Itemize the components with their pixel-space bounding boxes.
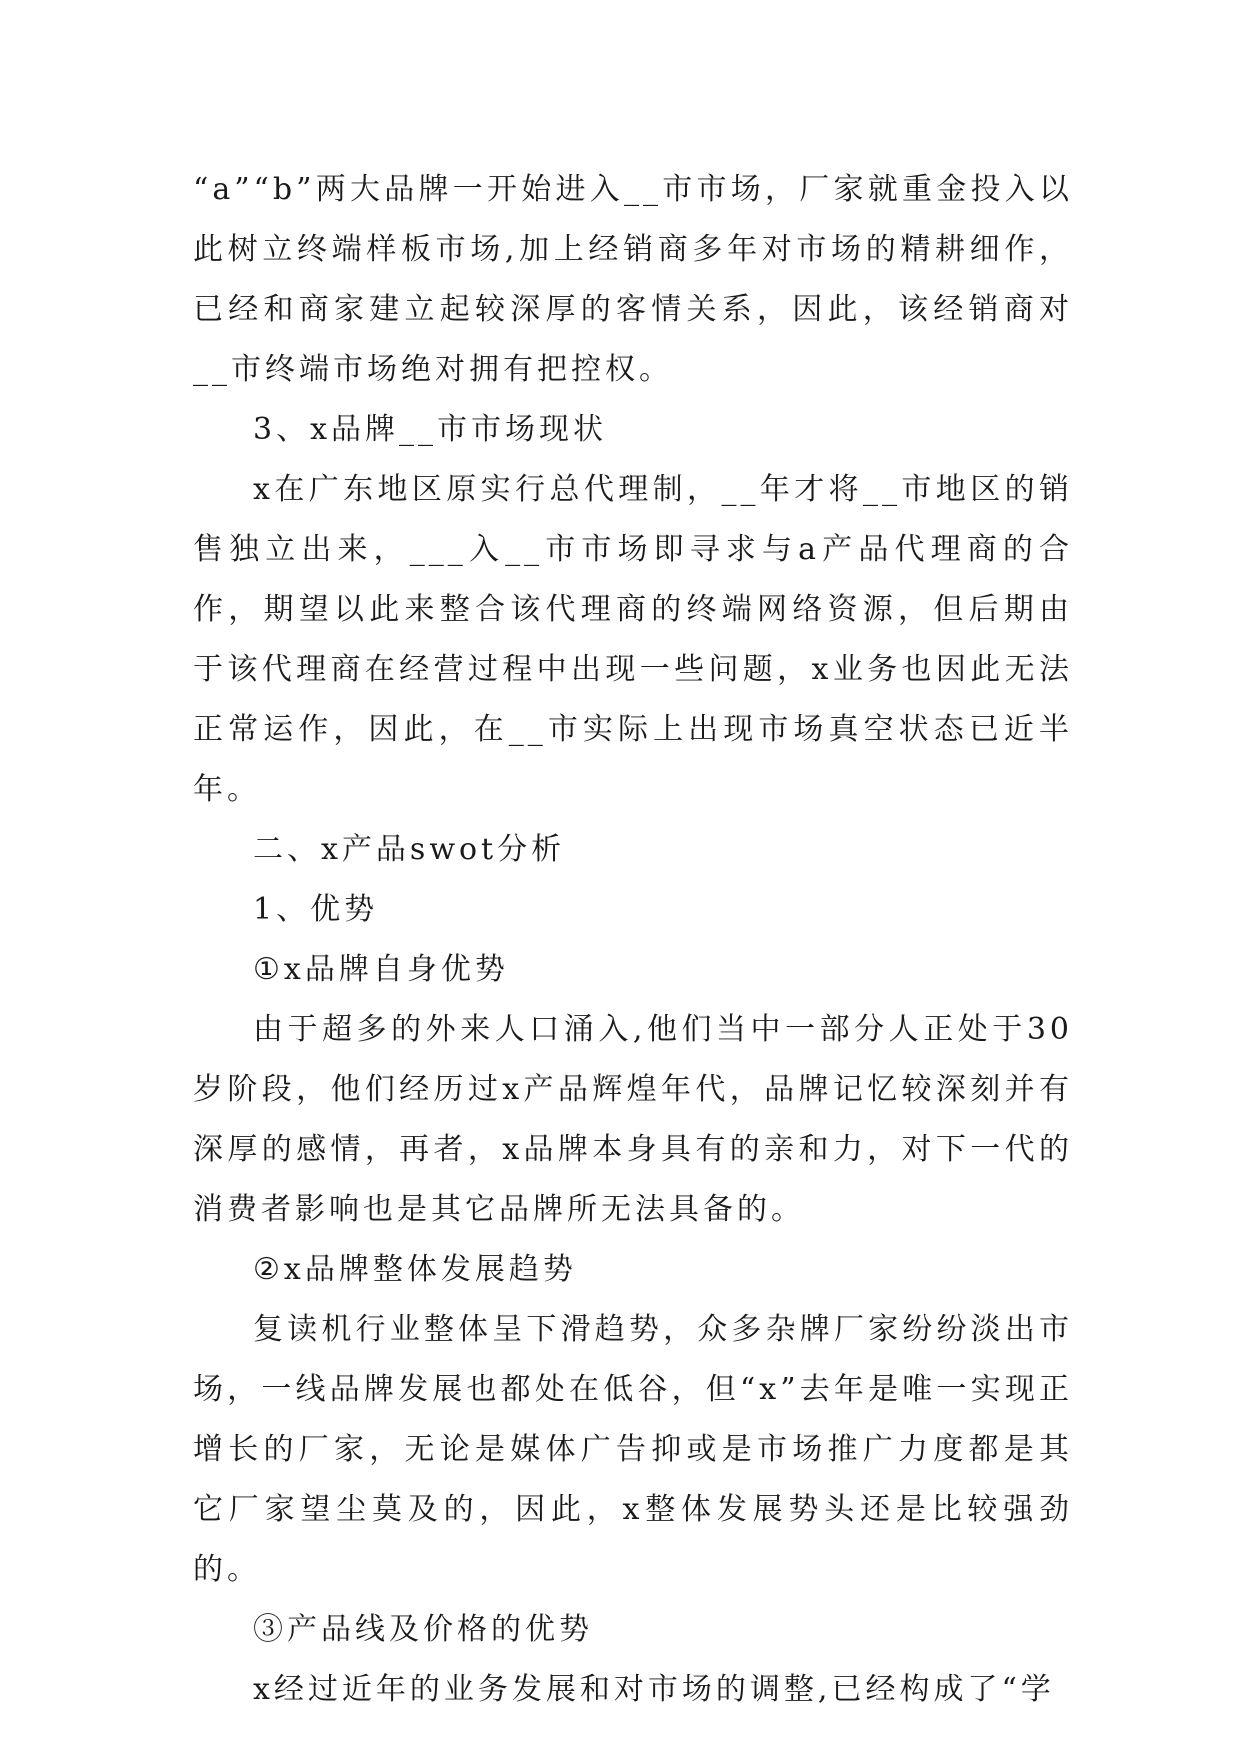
subheading-product-price: ③产品线及价格的优势 <box>253 1612 593 1647</box>
paragraph-product-price: x经过近年的业务发展和对市场的调整,已经构成了“学 <box>253 1672 1055 1707</box>
document-body <box>193 160 1073 1720</box>
section-heading-market-status: 3、x品牌__市市场现状 <box>253 412 608 447</box>
paragraph-market-status: x在广东地区原实行总代理制，__年才将__市地区的销售独立出来，___入__市市场即寻求与a产品代理商的合作，期望以此来整合该代理商的终端网络资源，但后期由于该代理商在经营过程中出现一些问题，x业务也因此无法正常运作，因此，在__市实际上出现市场真空状态已近半年。 <box>193 472 1073 807</box>
subheading-development-trend: ②x品牌整体发展趋势 <box>253 1252 577 1287</box>
paragraph-brand-advantage: 由于超多的外来人口涌入,他们当中一部分人正处于30岁阶段，他们经历过x产品辉煌年代，品牌记忆较深刻并有深厚的感情，再者，x品牌本身具有的亲和力，对下一代的消费者影响也是其它品牌所无法具备的。 <box>193 1012 1073 1227</box>
paragraph-intro: “a”“b”两大品牌一开始进入__市市场，厂家就重金投入以此树立终端样板市场,加上经销商多年对市场的精耕细作，已经和商家建立起较深厚的客情关系，因此，该经销商对__市终端市场绝对拥有把控权。 <box>193 172 1073 387</box>
section-heading-swot: 二、x产品swot分析 <box>253 832 566 867</box>
paragraph-development-trend: 复读机行业整体呈下滑趋势，众多杂牌厂家纷纷淡出市场，一线品牌发展也都处在低谷，但“x”去年是唯一实现正增长的厂家，无论是媒体广告抑或是市场推广力度都是其它厂家望尘莫及的，因此，x整体发展势头还是比较强劲的。 <box>193 1312 1073 1587</box>
subheading-advantages: 1、优势 <box>253 892 379 927</box>
subheading-brand-advantage: ①x品牌自身优势 <box>253 952 509 987</box>
